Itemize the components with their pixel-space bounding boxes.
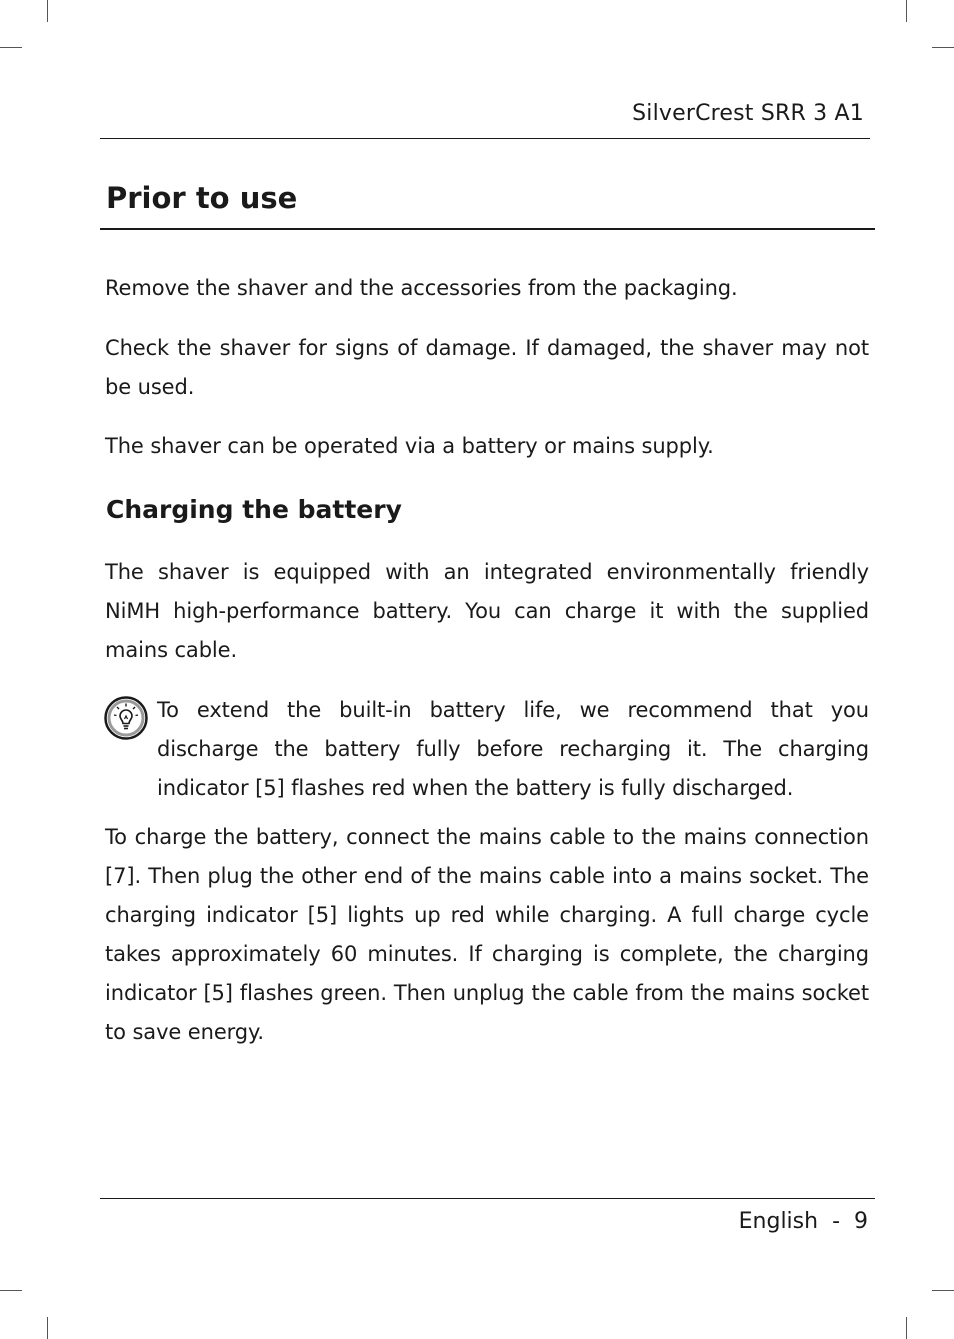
header-rule: [100, 138, 870, 139]
lightbulb-tip-icon: [104, 696, 148, 740]
crop-mark: [47, 1317, 48, 1339]
crop-mark: [906, 0, 907, 22]
title-rule: [100, 228, 875, 230]
section-title: Prior to use: [106, 181, 298, 215]
paragraph-operation: The shaver can be operated via a battery or mains supply.: [105, 434, 714, 458]
crop-mark: [932, 47, 954, 48]
crop-mark: [906, 1317, 907, 1339]
crop-mark: [47, 0, 48, 22]
footer-rule: [100, 1198, 875, 1199]
tip-note: To extend the built-in battery life, we recommend that you discharge the battery fully before recharging it. The charging indicator [5] flashes red when the battery is fully discharged.: [157, 698, 869, 800]
paragraph-charging-instructions: To charge the battery, connect the mains cable to the mains connection [7]. Then plug the other end of the mains cable into a mains socket. The charging indicator [5] lights up red while charging. A full charge cycle takes approximately 60 minutes. If charging is complete, the charging indicator [5] flashes green. Then unplug the cable from the mains socket to save energy.: [105, 825, 869, 1044]
crop-mark: [932, 1290, 954, 1291]
page-footer: English - 9: [738, 1209, 868, 1234]
paragraph-remove: Remove the shaver and the accessories from the packaging.: [105, 276, 738, 300]
paragraph-check: Check the shaver for signs of damage. If damaged, the shaver may not be used.: [105, 336, 869, 399]
crop-mark: [0, 1290, 22, 1291]
paragraph-battery-intro: The shaver is equipped with an integrated environmentally friendly NiMH high-performance battery. You can charge it with the supplied mains cable.: [105, 560, 869, 662]
page-header-model: SilverCrest SRR 3 A1: [632, 101, 864, 126]
subsection-title: Charging the battery: [106, 495, 402, 524]
crop-mark: [0, 47, 22, 48]
